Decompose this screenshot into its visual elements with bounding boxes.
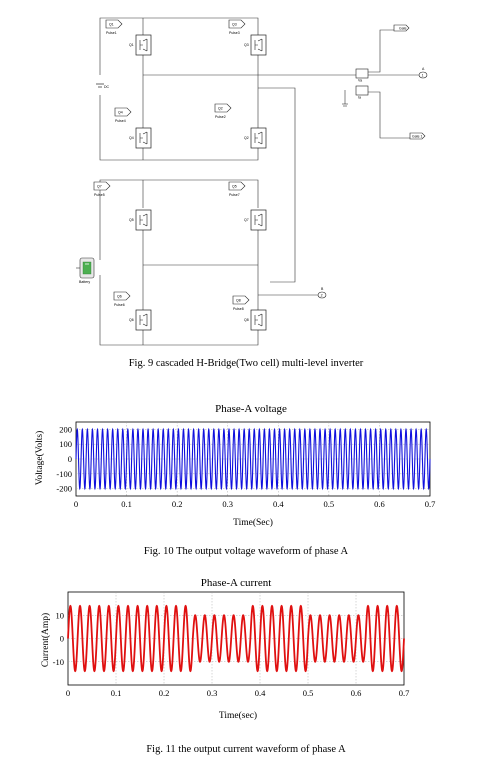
pulse-tag: Q1 [109,22,114,27]
switch-label: Q1 [129,43,134,47]
y-tick-label: 200 [59,424,72,435]
fig10-caption: Fig. 10 The output voltage waveform of phase A [143,546,349,557]
pulse-name: Pulse2 [215,115,226,119]
pulse-tag: Q8 [236,298,241,303]
x-axis-label: Time(Sec) [233,518,273,528]
dc-source-label: DC [104,85,110,89]
x-axis-label: Time(sec) [218,711,258,720]
port-number: 1 [421,73,424,78]
igbt-switches [136,35,266,330]
y-tick-label: -100 [56,468,72,479]
y-axis-label: Voltage(Volts) [35,430,45,486]
x-tick-label: 0.7 [398,688,410,698]
switch-label: Q7 [244,218,249,222]
x-tick-label: 0.2 [158,688,170,698]
x-tick-label: 0.6 [374,499,385,509]
x-tick-label: 0.2 [171,499,183,509]
x-tick-label: 0.7 [424,499,436,509]
pulse-tag: Q7 [97,184,102,189]
pulse-name: Pulse1 [106,31,117,35]
simulink-schematic [0,0,492,352]
x-tick-label: 0.1 [121,499,132,509]
y-tick-label: 100 [59,439,72,450]
x-tick-label: 0.3 [206,688,218,698]
x-tick-label: 0.3 [222,499,234,509]
goto-label: Gate [399,26,407,31]
battery-label: Battery [79,280,91,284]
pulse-name: Pulse4 [115,119,126,123]
y-tick-label: -200 [56,483,72,494]
pulse-name: Pulse5 [94,193,105,197]
pulse-blocks [94,20,249,304]
voltage-measurement-label: Va [358,78,363,83]
pulse-name: Pulse6 [114,303,125,307]
pulse-tag: Q2 [218,106,223,111]
y-tick-label: -10 [52,656,64,667]
x-tick-label: 0.5 [323,499,335,509]
chart-title: Phase-A current [200,577,272,589]
y-tick-label: 10 [55,610,64,621]
y-axis-label: Current(Amp) [41,612,51,668]
output-ports [318,72,427,298]
pulse-tag: Q4 [118,110,123,115]
switch-label: Q8 [244,318,249,322]
switch-label: Q5 [129,218,134,222]
switch-label: Q4 [129,136,134,140]
chart-title: Phase-A voltage [215,403,287,415]
x-tick-label: 0.6 [350,688,362,698]
x-tick-label: 0.1 [110,688,122,698]
port-name: B [321,287,324,291]
fig9-caption: Fig. 9 cascaded H-Bridge(Two cell) multi-level inverter [128,358,364,369]
port-number: 2 [320,293,323,298]
x-tick-label: 0.4 [272,499,284,509]
dc-source [96,84,104,87]
switch-label: Q6 [129,318,134,322]
pulse-name: Pulse7 [229,193,240,197]
switch-label: Q3 [244,43,249,47]
pulse-name: Pulse8 [233,307,244,311]
battery-block [80,258,94,278]
x-tick-label: 0.5 [302,688,314,698]
y-tick-label: 0 [59,633,64,644]
x-tick-label: 0 [73,499,79,509]
switch-label: Q2 [244,136,249,140]
x-tick-label: 0.4 [254,688,266,698]
current-measurement-label: Ia [358,95,361,100]
fig11-caption: Fig. 11 the output current waveform of phase A [146,744,346,755]
goto-blocks [394,25,425,139]
pulse-tag: Q3 [232,22,237,27]
current-chart [30,574,470,720]
pulse-name: Pulse3 [229,31,240,35]
y-tick-label: 0 [67,454,72,464]
goto-label: Gate 1 [412,134,423,139]
x-tick-label: 0 [65,688,71,698]
port-name: A [422,67,425,71]
voltage-chart [30,398,470,528]
pulse-tag: Q6 [117,294,122,299]
pulse-tag: Q5 [232,184,237,189]
